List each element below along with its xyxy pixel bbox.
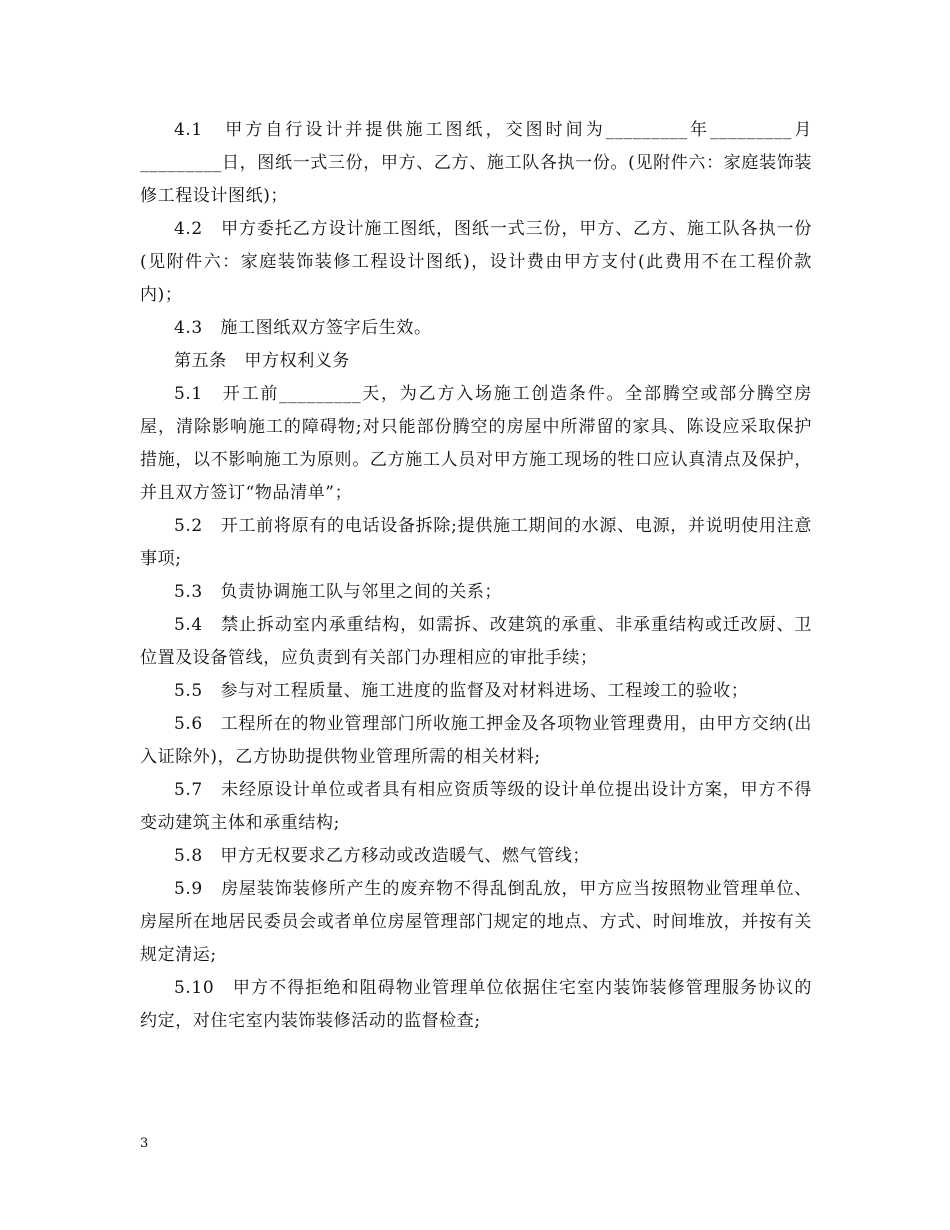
paragraph-5-2: 5.2 开工前将原有的电话设备拆除;提供施工期间的水源、电源，并说明使用注意事项;	[140, 516, 812, 569]
section-heading-article-5: 第五条 甲方权利义务	[174, 351, 350, 371]
page-number: 3	[140, 1136, 149, 1151]
paragraph-5-5: 5.5 参与对工程质量、施工进度的监督及对材料进场、工程竣工的验收；	[174, 681, 749, 701]
paragraph-5-8: 5.8 甲方无权要求乙方移动或改造暖气、燃气管线；	[174, 846, 591, 866]
document-body	[140, 114, 812, 1038]
paragraph-5-9: 5.9 房屋装饰装修所产生的废弃物不得乱倒乱放，甲方应当按照物业管理单位、房屋所在地居民委员会或者单位房屋管理部门规定的地点、方式、时间堆放，并按有关规定清运;	[140, 879, 812, 965]
paragraph-4-1: 4.1 甲方自行设计并提供施工图纸，交图时间为_________年_________月_________日，图纸一式三份，甲方、乙方、施工队各执一份。(见附件六：家庭装饰装修工程设计图纸)；	[140, 120, 812, 206]
paragraph-5-7: 5.7 未经原设计单位或者具有相应资质等级的设计单位提出设计方案，甲方不得变动建筑主体和承重结构;	[140, 780, 812, 833]
paragraph-5-1: 5.1 开工前_________天，为乙方入场施工创造条件。全部腾空或部分腾空房屋，清除影响施工的障碍物;对只能部份腾空的房屋中所滞留的家具、陈设应采取保护措施，以不影响施工为原则。乙方施工人员对甲方施工现场的牲口应认真清点及保护，并且双方签订“物品清单”；	[140, 384, 812, 503]
paragraph-5-6: 5.6 工程所在的物业管理部门所收施工押金及各项物业管理费用，由甲方交纳(出入证除外)，乙方协助提供物业管理所需的相关材料;	[140, 714, 812, 767]
paragraph-5-10: 5.10 甲方不得拒绝和阻碍物业管理单位依据住宅室内装饰装修管理服务协议的约定，对住宅室内装饰装修活动的监督检查;	[140, 978, 812, 1031]
paragraph-4-3: 4.3 施工图纸双方签字后生效。	[174, 318, 432, 338]
paragraph-5-3: 5.3 负责协调施工队与邻里之间的关系；	[174, 582, 503, 602]
paragraph-5-4: 5.4 禁止拆动室内承重结构，如需拆、改建筑的承重、非承重结构或迁改厨、卫位置及设备管线，应负责到有关部门办理相应的审批手续；	[140, 615, 812, 668]
paragraph-4-2: 4.2 甲方委托乙方设计施工图纸，图纸一式三份，甲方、乙方、施工队各执一份(见附件六：家庭装饰装修工程设计图纸)，设计费由甲方支付(此费用不在工程价款内)；	[140, 219, 812, 305]
